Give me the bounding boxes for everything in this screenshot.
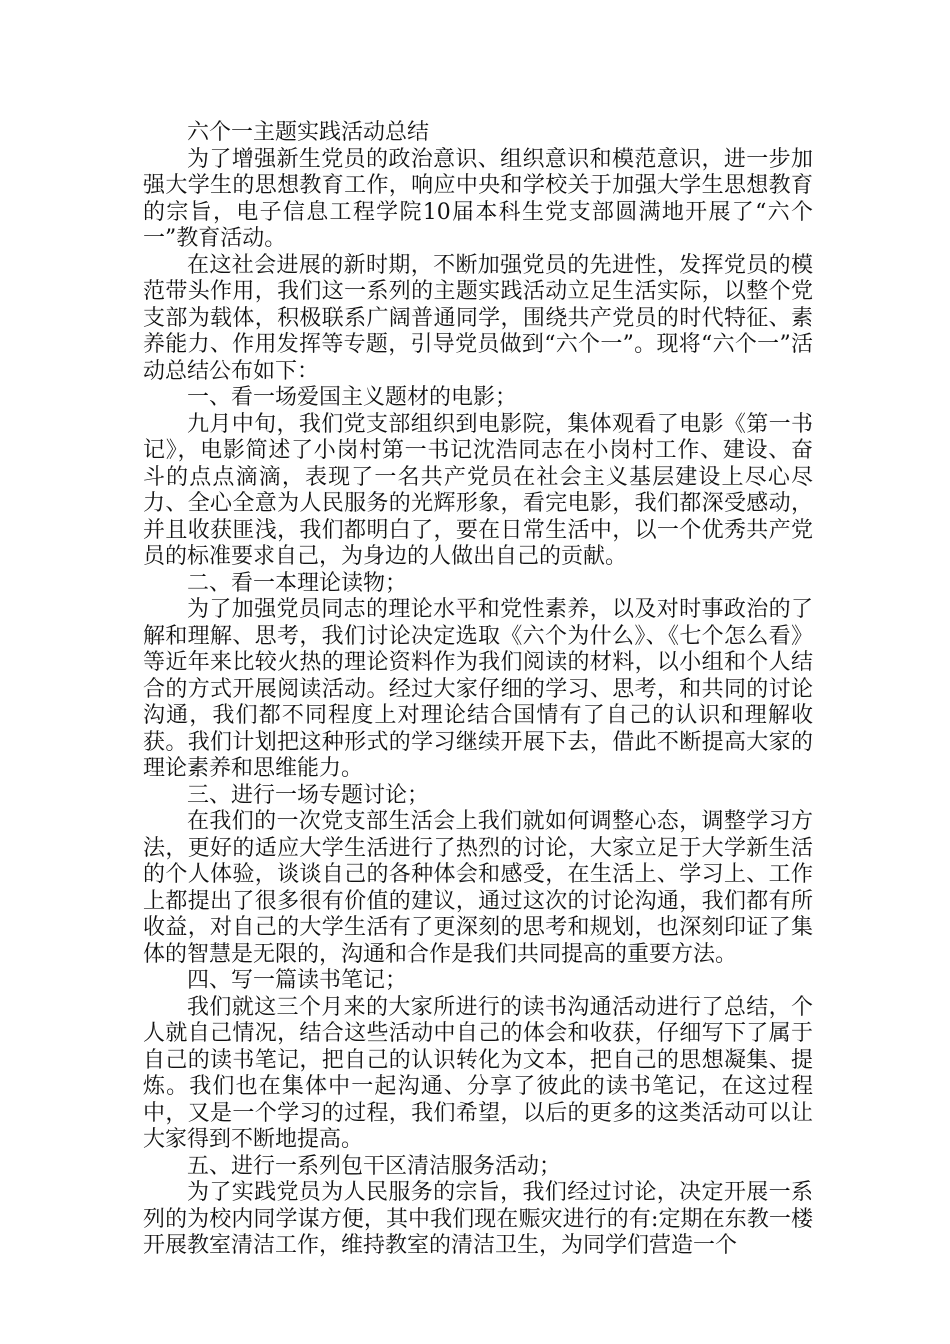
section-heading-2: 二、看一本理论读物； <box>187 570 408 596</box>
intro-paragraph: 为了增强新生党员的政治意识、组织意识和模范意识，进一步加强大学生的思想教育工作，响应中央和学校关于加强大学生思想教育的宗旨，电子信息工程学院10届本科生党支部圆满地开展了“六个一”教育活动。 <box>143 146 813 251</box>
section-heading-5: 五、进行一系列包干区清洁服务活动； <box>187 1153 562 1179</box>
document-title: 六个一主题实践活动总结 <box>187 120 430 145</box>
document-page <box>143 120 813 1260</box>
section-body-2: 为了加强党员同志的理论水平和党性素养，以及对时事政治的了解和理解、思考，我们讨论决定选取《六个为什么》、《七个怎么看》等近年来比较火热的理论资料作为我们阅读的材料，以小组和个人结合的方式开展阅读活动。经过大家仔细的学习、思考，和共同的讨论沟通，我们都不同程度上对理论结合国情有了自己的认识和理解收获。我们计划把这种形式的学习继续开展下去，借此不断提高大家的理论素养和思维能力。 <box>143 597 813 781</box>
section-body-4: 我们就这三个月来的大家所进行的读书沟通活动进行了总结，个人就自己情况，结合这些活动中自己的体会和收获，仔细写下了属于自己的读书笔记，把自己的认识转化为文本，把自己的思想凝集、提炼。我们也在集体中一起沟通、分享了彼此的读书笔记，在这过程中，又是一个学习的过程，我们希望，以后的更多的这类活动可以让大家得到不断地提高。 <box>143 994 813 1152</box>
section-heading-3: 三、进行一场专题讨论； <box>187 782 430 808</box>
section-heading-1: 一、看一场爱国主义题材的电影； <box>187 385 518 410</box>
section-body-5: 为了实践党员为人民服务的宗旨，我们经过讨论，决定开展一系列的为校内同学谋方便，其中我们现在赈灾进行的有:定期在东教一楼开展教室清洁工作，维持教室的清洁卫生，为同学们营造一个 <box>143 1180 813 1258</box>
section-body-1: 九月中旬，我们党支部组织到电影院，集体观看了电影《第一书记》，电影简述了小岗村第一书记沈浩同志在小岗村工作、建设、奋斗的点点滴滴，表现了一名共产党员在社会主义基层建设上尽心尽力、全心全意为人民服务的光辉形象，看完电影，我们都深受感动，并且收获匪浅，我们都明白了，要在日常生活中，以一个优秀共产党员的标准要求自己，为身边的人做出自己的贡献。 <box>143 411 813 569</box>
section-heading-4: 四、写一篇读书笔记； <box>187 968 408 993</box>
section-body-3: 在我们的一次党支部生活会上我们就如何调整心态，调整学习方法，更好的适应大学生活进行了热烈的讨论，大家立足于大学新生活的个人体验，谈谈自己的各种体会和感受，在生活上、学习上、工作上都提出了很多很有价值的建议，通过这次的讨论沟通，我们都有所收益，对自己的大学生活有了更深刻的思考和规划，也深刻印证了集体的智慧是无限的，沟通和合作是我们共同提高的重要方法。 <box>143 809 813 967</box>
context-paragraph: 在这社会进展的新时期，不断加强党员的先进性，发挥党员的模范带头作用，我们这一系列的主题实践活动立足生活实际，以整个党支部为载体，积极联系广阔普通同学，围绕共产党员的时代特征、素养能力、作用发挥等专题，引导党员做到“六个一”。现将“六个一”活动总结公布如下： <box>143 252 813 384</box>
